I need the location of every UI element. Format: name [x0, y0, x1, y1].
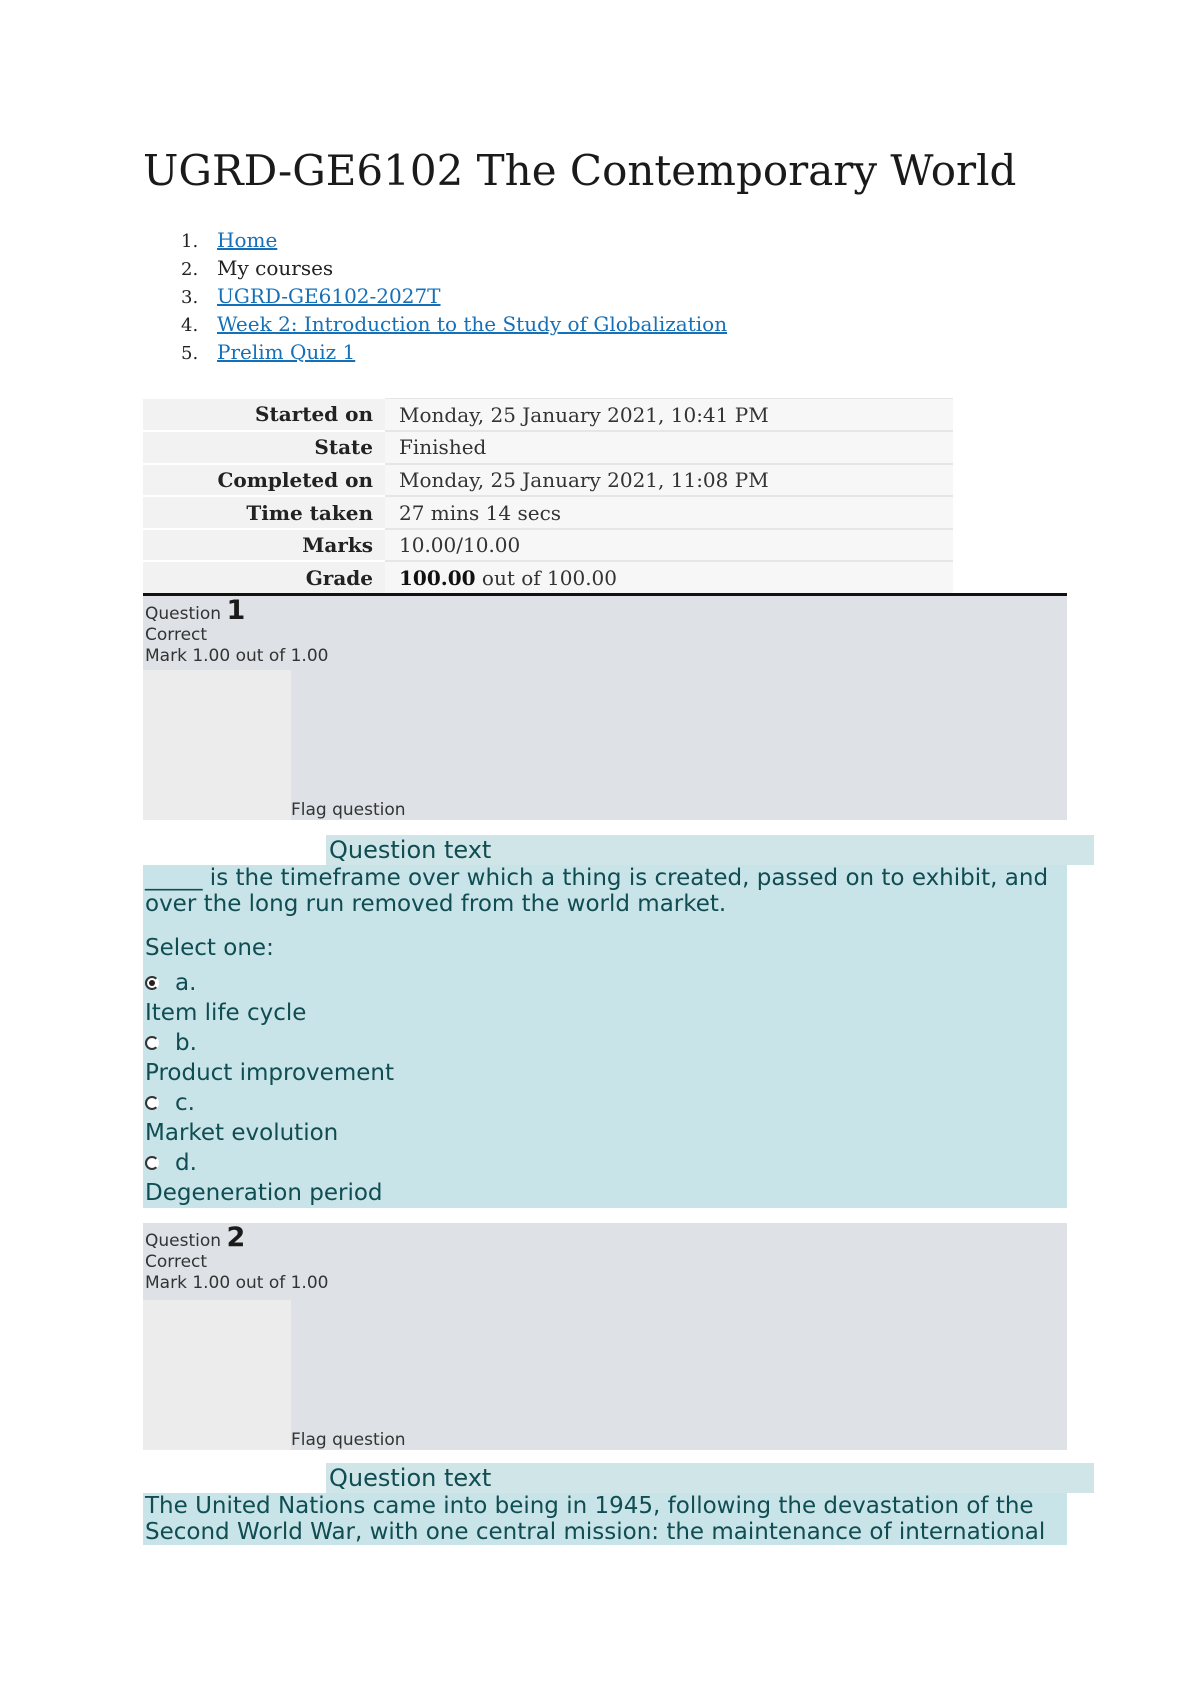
summary-row-state	[143, 431, 953, 464]
grade-value: 100.00	[399, 565, 476, 590]
info-notch	[143, 1300, 291, 1450]
summary-label: Grade	[143, 561, 385, 594]
breadcrumb-number: 2.	[181, 259, 199, 280]
option-c-text[interactable]: Market evolution	[145, 1120, 339, 1146]
breadcrumb-link-week[interactable]: Week 2: Introduction to the Study of Globalization	[217, 312, 728, 336]
question-status: Correct	[145, 625, 208, 645]
summary-row-grade	[143, 561, 953, 594]
attempt-summary-table	[143, 398, 953, 595]
info-notch	[143, 670, 291, 820]
question-2-meta	[145, 1222, 329, 1294]
radio-selected-icon[interactable]	[145, 976, 159, 990]
option-d-text[interactable]: Degeneration period	[145, 1180, 383, 1206]
summary-label: State	[143, 431, 385, 464]
question-2-info	[143, 1223, 1067, 1450]
radio-unselected-icon[interactable]	[145, 1036, 159, 1050]
summary-row-time-taken	[143, 496, 953, 529]
question-prompt: The United Nations came into being in 1945, following the devastation of the Second World War, with one central mission: the maintenance of international	[145, 1493, 1046, 1545]
option-c-row[interactable]	[145, 1088, 1067, 1118]
option-letter: d.	[175, 1150, 197, 1176]
select-one-label: Select one:	[145, 935, 274, 961]
option-letter: a.	[175, 970, 197, 996]
option-letter: c.	[175, 1090, 195, 1116]
radio-unselected-icon[interactable]	[145, 1096, 159, 1110]
flag-question-link[interactable]: Flag question	[291, 800, 406, 820]
question-1-body	[143, 865, 1067, 1208]
summary-label: Time taken	[143, 496, 385, 529]
summary-value	[385, 561, 953, 594]
question-prompt: _____ is the timeframe over which a thing is created, passed on to exhibit, and over the long run removed from the world market.	[145, 865, 1049, 917]
breadcrumb-item-home	[143, 226, 727, 254]
option-b-text[interactable]: Product improvement	[145, 1060, 394, 1086]
question-1-meta	[145, 595, 329, 667]
question-label: Question	[145, 604, 222, 624]
question-number: 2	[226, 1222, 246, 1253]
summary-value: Finished	[385, 431, 953, 464]
question-mark: Mark 1.00 out of 1.00	[145, 1273, 329, 1293]
summary-value: Monday, 25 January 2021, 11:08 PM	[385, 464, 953, 497]
option-a-row[interactable]	[145, 968, 1067, 998]
summary-value: 10.00/10.00	[385, 529, 953, 562]
breadcrumb-number: 4.	[181, 315, 199, 336]
breadcrumb-link-course[interactable]: UGRD-GE6102-2027T	[217, 284, 441, 308]
breadcrumb-item-week	[143, 310, 727, 338]
option-b-row[interactable]	[145, 1028, 1067, 1058]
breadcrumb	[143, 226, 727, 366]
breadcrumb-item-quiz	[143, 338, 727, 366]
breadcrumb-link-quiz[interactable]: Prelim Quiz 1	[217, 340, 356, 364]
flag-question-link[interactable]: Flag question	[291, 1430, 406, 1450]
question-1-text-heading: Question text	[326, 835, 1094, 865]
summary-label: Completed on	[143, 464, 385, 497]
option-letter: b.	[175, 1030, 197, 1056]
summary-row-marks	[143, 529, 953, 562]
breadcrumb-number: 1.	[181, 231, 199, 252]
question-status: Correct	[145, 1252, 208, 1272]
question-1-info	[143, 593, 1067, 820]
question-number: 1	[226, 595, 246, 626]
breadcrumb-number: 5.	[181, 343, 199, 364]
question-2-body	[143, 1493, 1067, 1545]
breadcrumb-text-my-courses: My courses	[217, 256, 334, 280]
grade-out-of: out of 100.00	[475, 565, 618, 590]
breadcrumb-item-course	[143, 282, 727, 310]
course-title: UGRD-GE6102 The Contemporary World	[143, 146, 1017, 195]
radio-unselected-icon[interactable]	[145, 1156, 159, 1170]
option-d-row[interactable]	[145, 1148, 1067, 1178]
breadcrumb-link-home[interactable]: Home	[217, 228, 278, 252]
option-a-text[interactable]: Item life cycle	[145, 1000, 307, 1026]
summary-label: Started on	[143, 399, 385, 432]
question-2-text-heading: Question text	[326, 1463, 1094, 1493]
breadcrumb-number: 3.	[181, 287, 199, 308]
summary-value: 27 mins 14 secs	[385, 496, 953, 529]
summary-label: Marks	[143, 529, 385, 562]
breadcrumb-item-my-courses	[143, 254, 727, 282]
summary-value: Monday, 25 January 2021, 10:41 PM	[385, 399, 953, 432]
question-mark: Mark 1.00 out of 1.00	[145, 646, 329, 666]
question-label: Question	[145, 1231, 222, 1251]
summary-row-completed	[143, 464, 953, 497]
summary-row-started	[143, 399, 953, 432]
